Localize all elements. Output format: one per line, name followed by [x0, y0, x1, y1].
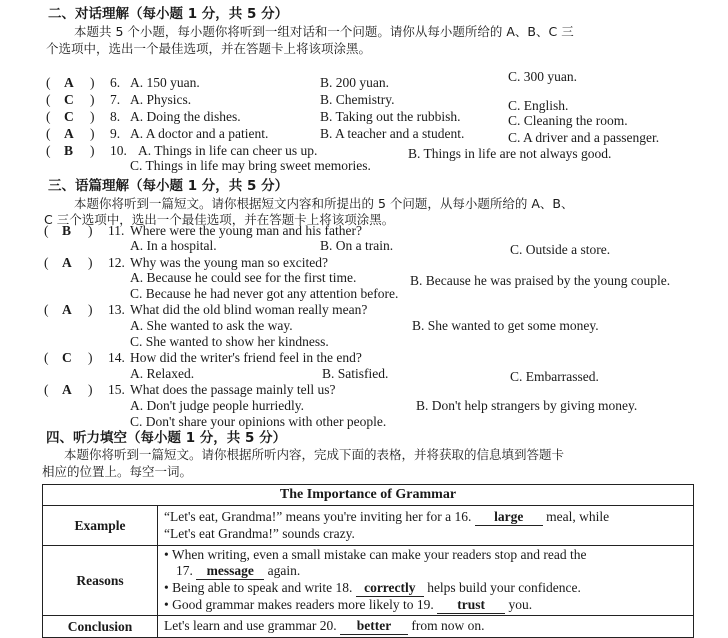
table-heading: The Importance of Grammar — [43, 485, 694, 506]
example-label: Example — [43, 506, 158, 546]
section4-title: 四、听力填空（每小题 1 分，共 5 分） — [46, 430, 287, 446]
question-13-option-c: C. She wanted to show her kindness. — [130, 334, 329, 349]
answer-19: trust — [437, 597, 505, 614]
example-line-1a: “Let's eat, Grandma!” means you're inviting her for a 16. — [164, 509, 472, 524]
section2-title: 二、对话理解（每小题 1 分，共 5 分） — [48, 6, 289, 22]
question-text: What did the old blind woman really mean? — [130, 302, 368, 317]
option-a: A. Things in life can cheer us up. — [138, 143, 318, 158]
option-b: B. Satisfied. — [322, 366, 389, 381]
question-number: 14. — [108, 350, 125, 365]
example-cell — [158, 506, 694, 546]
grammar-table — [42, 484, 694, 638]
option-c: C. English. — [508, 98, 569, 113]
option-b: B. 200 yuan. — [320, 75, 389, 90]
question-12-option-c: C. Because he had never got any attention before. — [130, 286, 399, 301]
answer-6: A — [64, 75, 74, 90]
answer-17: message — [196, 563, 264, 580]
section3-title: 三、语篇理解（每小题 1 分，共 5 分） — [48, 178, 289, 194]
conclusion-b: from now on. — [411, 618, 485, 633]
conclusion-cell — [158, 616, 694, 638]
answer-13: A — [62, 302, 72, 317]
reasons-cell — [158, 546, 694, 616]
option-a: A. In a hospital. — [130, 238, 217, 253]
option-b: B. Don't help strangers by giving money. — [416, 398, 638, 413]
question-number: 6. — [110, 75, 121, 90]
option-b: B. Because he was praised by the young couple. — [410, 273, 671, 288]
option-a: A. She wanted to ask the way. — [130, 318, 293, 333]
question-number: 7. — [110, 92, 121, 107]
reasons-label: Reasons — [43, 546, 158, 616]
reason-3b: you. — [508, 597, 533, 612]
reason-1b: 17. — [176, 563, 193, 578]
option-a: A. Don't judge people hurriedly. — [130, 398, 305, 413]
reason-2b: helps build your confidence. — [427, 580, 581, 595]
question-text: Why was the young man so excited? — [130, 255, 328, 270]
option-a: A. Because he could see for the first time. — [130, 270, 357, 285]
answer-18: correctly — [356, 580, 424, 597]
answer-16: large — [475, 509, 543, 526]
answer-9: A — [64, 126, 74, 141]
question-number: 11. — [108, 223, 125, 238]
option-a: A. A doctor and a patient. — [130, 126, 269, 141]
answer-7: C — [64, 92, 74, 107]
answer-14: C — [62, 350, 72, 365]
question-10-option-c: C. Things in life may bring sweet memories. — [130, 158, 371, 173]
question-number: 9. — [110, 126, 121, 141]
option-a: A. 150 yuan. — [130, 75, 200, 90]
reason-1a: • When writing, even a small mistake can make your readers stop and read the — [164, 547, 587, 562]
question-15-option-c: C. Don't share your opinions with other people. — [130, 414, 387, 429]
option-c: C. Cleaning the room. — [508, 113, 628, 128]
reason-3a: • Good grammar makes readers more likely to 19. — [164, 597, 434, 612]
option-c: C. Embarrassed. — [510, 369, 599, 384]
question-number: 15. — [108, 382, 125, 397]
question-number: 8. — [110, 109, 121, 124]
question-number: 12. — [108, 255, 125, 270]
conclusion-a: Let's learn and use grammar 20. — [164, 618, 337, 633]
question-number: 13. — [108, 302, 125, 317]
section3-intro-2: C 三个选项中，选出一个最佳选项，并在答题卡上将该项涂黑。 — [44, 212, 395, 227]
question-text: What does the passage mainly tell us? — [130, 382, 336, 397]
question-number: 10. — [110, 143, 127, 158]
option-b: B. On a train. — [320, 238, 394, 253]
option-b: B. She wanted to get some money. — [412, 318, 599, 333]
option-c: C. Outside a store. — [510, 242, 611, 257]
option-b: B. Things in life are not always good. — [408, 146, 612, 161]
answer-10: B — [64, 143, 74, 158]
option-c: C. A driver and a passenger. — [508, 130, 660, 145]
answer-15: A — [62, 382, 72, 397]
answer-8: C — [64, 109, 74, 124]
example-line-2: “Let's eat Grandma!” sounds crazy. — [164, 526, 355, 541]
option-b: B. A teacher and a student. — [320, 126, 465, 141]
answer-20: better — [340, 618, 408, 635]
reason-1c: again. — [267, 563, 301, 578]
option-c: C. 300 yuan. — [508, 69, 577, 84]
option-a: A. Doing the dishes. — [130, 109, 241, 124]
option-a: A. Physics. — [130, 92, 192, 107]
option-b: B. Chemistry. — [320, 92, 395, 107]
section3-intro-1: 本题你将听到一篇短文。请你根据短文内容和所提出的 5 个问题，从每小题所给的 A、B、 — [74, 196, 574, 211]
section2-intro-1: 本题共 5 个小题，每小题你将听到一组对话和一个问题。请你从每小题所给的 A、B、C 三 — [74, 24, 574, 39]
example-line-1b: meal, while — [546, 509, 610, 524]
question-text: How did the writer's friend feel in the end? — [130, 350, 362, 365]
answer-11: B — [62, 223, 72, 238]
reason-2a: • Being able to speak and write 18. — [164, 580, 353, 595]
option-b: B. Taking out the rubbish. — [320, 109, 461, 124]
section4-intro-2: 相应的位置上。每空一词。 — [42, 464, 193, 479]
option-a: A. Relaxed. — [130, 366, 195, 381]
conclusion-label: Conclusion — [43, 616, 158, 638]
answer-12: A — [62, 255, 72, 270]
question-text: Where were the young man and his father? — [130, 223, 363, 238]
section2-intro-2: 个选项中，选出一个最佳选项，并在答题卡上将该项涂黑。 — [46, 41, 372, 56]
section4-intro-1: 本题你将听到一篇短文。请你根据所听内容，完成下面的表格，并将获取的信息填到答题卡 — [64, 447, 565, 462]
